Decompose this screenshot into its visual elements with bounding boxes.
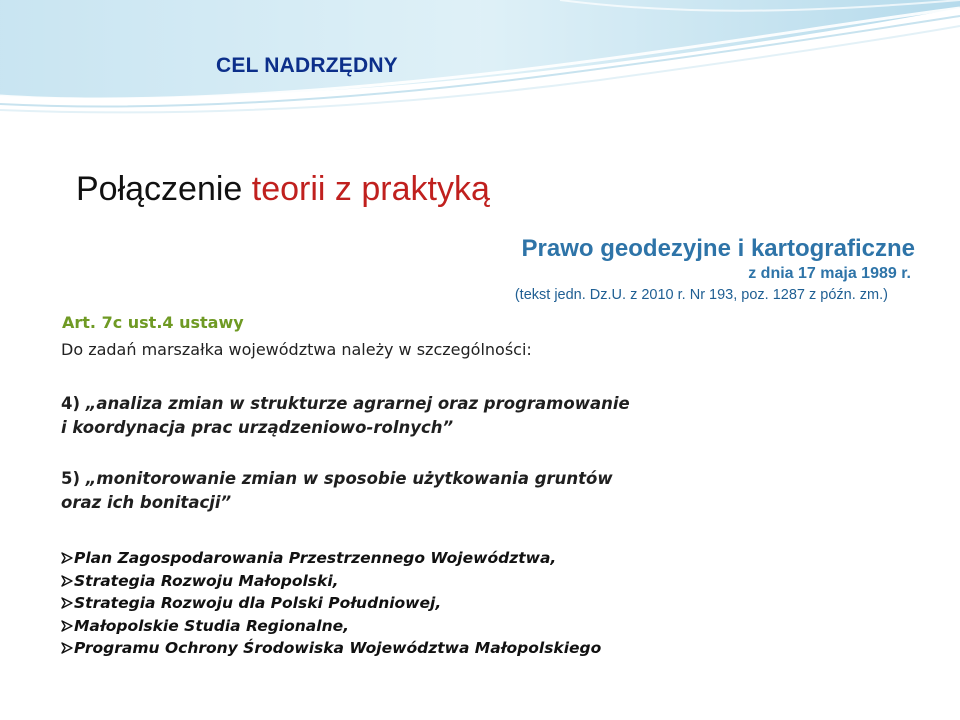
point-5 [61, 467, 613, 515]
law-reference: (tekst jedn. Dz.U. z 2010 r. Nr 193, poz. 1287 z późn. zm.) [514, 287, 888, 303]
plans-list [61, 547, 601, 660]
arrow-bullet-icon [61, 552, 73, 564]
list-item [61, 547, 601, 570]
arrow-bullet-icon [61, 575, 73, 587]
section-title: CEL NADRZĘDNY [216, 54, 398, 77]
list-item [61, 637, 601, 660]
list-item-text: Plan Zagospodarowania Przestrzennego Województwa, [74, 549, 557, 567]
intro-text: Do zadań marszałka województwa należy w szczególności: [61, 340, 532, 359]
point-text-line: i koordynacja prac urządzeniowo-rolnych” [61, 418, 454, 437]
point-number: 4) [61, 394, 86, 413]
law-block [522, 235, 917, 284]
list-item [61, 570, 601, 593]
arrow-bullet-icon [61, 620, 73, 632]
list-item-text: Małopolskie Studia Regionalne, [74, 616, 350, 635]
list-item [61, 615, 601, 638]
title-part-1: Połączenie [76, 170, 252, 208]
arrow-bullet-icon [61, 642, 73, 654]
list-item [61, 592, 601, 615]
point-text-line: „analiza zmian w strukturze agrarnej oraz programowanie [85, 394, 630, 413]
point-number: 5) [61, 469, 86, 488]
article-label: Art. 7c ust.4 ustawy [62, 313, 244, 332]
decorative-wave-icon [0, 0, 960, 130]
list-item-text: Strategia Rozwoju Małopolski, [74, 571, 339, 590]
point-text-line: „monitorowanie zmian w sposobie użytkowania gruntów [85, 469, 613, 488]
slide-title [76, 170, 490, 209]
title-part-2: teorii z praktyką [251, 170, 490, 208]
law-date: z dnia 17 maja 1989 r. [748, 265, 911, 282]
point-text-line: oraz ich bonitacji” [61, 493, 232, 512]
law-title: Prawo geodezyjne i kartograficzne [521, 235, 915, 262]
point-4 [61, 392, 630, 440]
list-item-text: Strategia Rozwoju dla Polski Południowej, [74, 594, 442, 612]
list-item-text: Programu Ochrony Środowiska Województwa Małopolskiego [74, 639, 602, 657]
arrow-bullet-icon [61, 597, 73, 609]
